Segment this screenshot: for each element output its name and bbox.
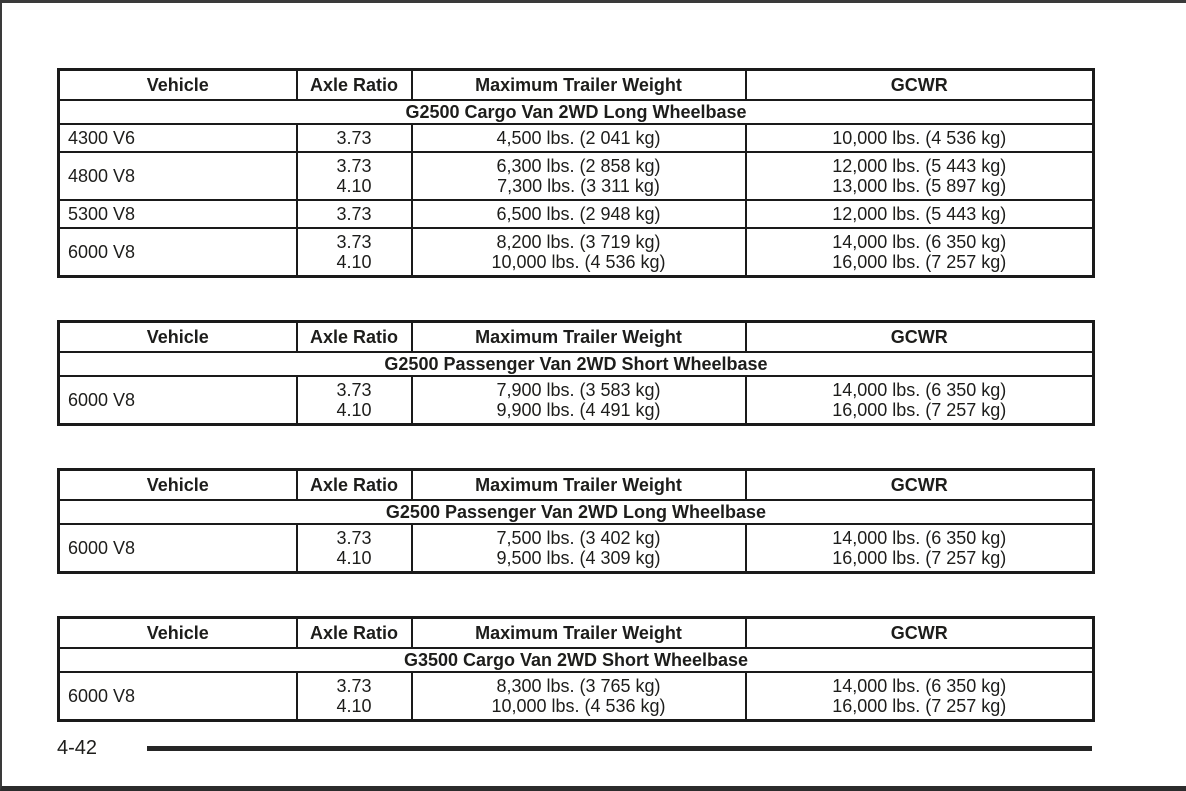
gcwr-cell: 12,000 lbs. (5 443 kg) (746, 200, 1094, 228)
table-row (59, 524, 1094, 573)
category-label: G2500 Passenger Van 2WD Short Wheelbase (59, 352, 1094, 376)
table-row (59, 152, 1094, 200)
vehicle-cell: 4300 V6 (59, 124, 297, 152)
table-row (59, 228, 1094, 277)
column-header: GCWR (746, 618, 1094, 649)
gcwr-cell: 14,000 lbs. (6 350 kg) 16,000 lbs. (7 257 kg) (746, 376, 1094, 425)
column-header: Axle Ratio (297, 618, 412, 649)
max-trailer-weight-cell: 4,500 lbs. (2 041 kg) (412, 124, 746, 152)
column-header: Vehicle (59, 618, 297, 649)
spec-table (57, 320, 1095, 426)
gcwr-cell: 14,000 lbs. (6 350 kg) 16,000 lbs. (7 257 kg) (746, 228, 1094, 277)
column-header: Axle Ratio (297, 70, 412, 101)
column-header: Maximum Trailer Weight (412, 70, 746, 101)
vehicle-cell: 6000 V8 (59, 376, 297, 425)
max-trailer-weight-cell: 7,900 lbs. (3 583 kg) 9,900 lbs. (4 491 kg) (412, 376, 746, 425)
gcwr-cell: 10,000 lbs. (4 536 kg) (746, 124, 1094, 152)
axle-ratio-cell: 3.73 4.10 (297, 152, 412, 200)
column-header: Vehicle (59, 322, 297, 353)
category-label: G2500 Cargo Van 2WD Long Wheelbase (59, 100, 1094, 124)
footer-rule (147, 746, 1092, 751)
max-trailer-weight-cell: 8,200 lbs. (3 719 kg) 10,000 lbs. (4 536 kg) (412, 228, 746, 277)
column-header: Axle Ratio (297, 470, 412, 501)
gcwr-cell: 14,000 lbs. (6 350 kg) 16,000 lbs. (7 257 kg) (746, 524, 1094, 573)
gcwr-cell: 12,000 lbs. (5 443 kg) 13,000 lbs. (5 897 kg) (746, 152, 1094, 200)
axle-ratio-cell: 3.73 (297, 200, 412, 228)
axle-ratio-cell: 3.73 4.10 (297, 524, 412, 573)
column-header: Maximum Trailer Weight (412, 470, 746, 501)
column-header: Axle Ratio (297, 322, 412, 353)
header-row (59, 470, 1094, 501)
spec-table (57, 616, 1095, 722)
max-trailer-weight-cell: 6,500 lbs. (2 948 kg) (412, 200, 746, 228)
column-header: Maximum Trailer Weight (412, 618, 746, 649)
header-row (59, 70, 1094, 101)
vehicle-cell: 4800 V8 (59, 152, 297, 200)
vehicle-cell: 6000 V8 (59, 672, 297, 721)
table-row (59, 672, 1094, 721)
vehicle-cell: 6000 V8 (59, 228, 297, 277)
spec-table (57, 468, 1095, 574)
table-row (59, 200, 1094, 228)
spec-table (57, 68, 1095, 278)
category-row (59, 352, 1094, 376)
category-row (59, 500, 1094, 524)
column-header: GCWR (746, 70, 1094, 101)
header-row (59, 618, 1094, 649)
gcwr-cell: 14,000 lbs. (6 350 kg) 16,000 lbs. (7 257 kg) (746, 672, 1094, 721)
page-number: 4-42 (57, 737, 98, 759)
page-footer (57, 736, 1092, 760)
header-row (59, 322, 1094, 353)
axle-ratio-cell: 3.73 (297, 124, 412, 152)
column-header: Vehicle (59, 70, 297, 101)
vehicle-cell: 6000 V8 (59, 524, 297, 573)
column-header: Maximum Trailer Weight (412, 322, 746, 353)
category-label: G2500 Passenger Van 2WD Long Wheelbase (59, 500, 1094, 524)
table-row (59, 124, 1094, 152)
category-row (59, 100, 1094, 124)
axle-ratio-cell: 3.73 4.10 (297, 672, 412, 721)
table-row (59, 376, 1094, 425)
axle-ratio-cell: 3.73 4.10 (297, 376, 412, 425)
category-row (59, 648, 1094, 672)
max-trailer-weight-cell: 7,500 lbs. (3 402 kg) 9,500 lbs. (4 309 kg) (412, 524, 746, 573)
column-header: GCWR (746, 470, 1094, 501)
max-trailer-weight-cell: 8,300 lbs. (3 765 kg) 10,000 lbs. (4 536 kg) (412, 672, 746, 721)
category-label: G3500 Cargo Van 2WD Short Wheelbase (59, 648, 1094, 672)
tables-region (57, 68, 1092, 764)
axle-ratio-cell: 3.73 4.10 (297, 228, 412, 277)
column-header: Vehicle (59, 470, 297, 501)
vehicle-cell: 5300 V8 (59, 200, 297, 228)
column-header: GCWR (746, 322, 1094, 353)
max-trailer-weight-cell: 6,300 lbs. (2 858 kg) 7,300 lbs. (3 311 kg) (412, 152, 746, 200)
